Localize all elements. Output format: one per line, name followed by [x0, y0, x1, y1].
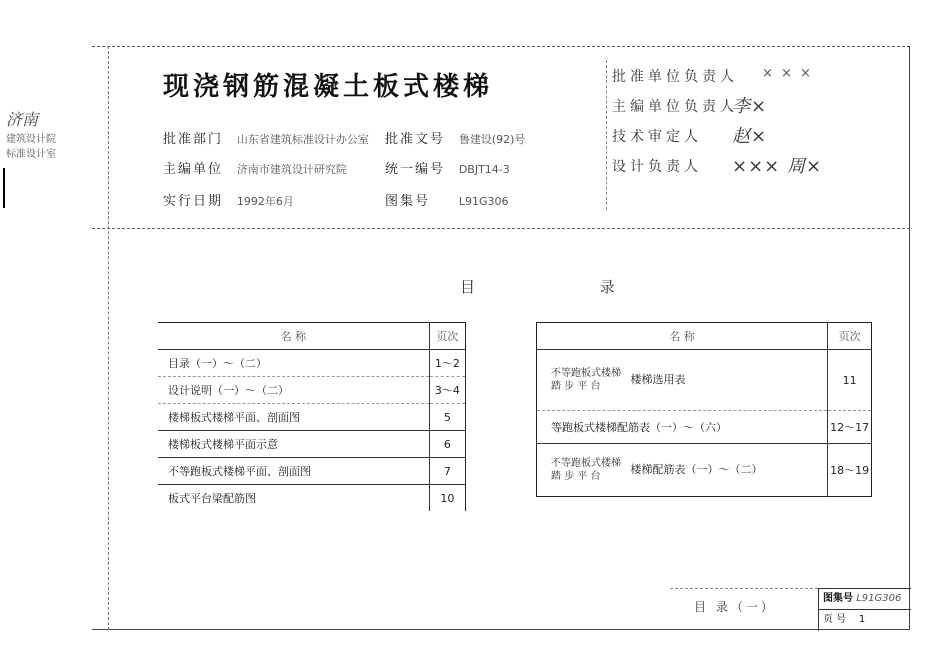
atlas-label: 图集号 [823, 593, 853, 604]
page-row [819, 609, 911, 630]
meta-value: 鲁建设(92)号 [458, 133, 526, 146]
entry-title: 楼梯配筋表（一）～（二） [630, 463, 763, 476]
meta-label: 主编单位 [163, 162, 224, 177]
meta-label: 图集号 [385, 194, 431, 209]
col-header-page: 页次 [828, 323, 872, 350]
atlas-number: L91G306 [856, 593, 902, 604]
meta-label: 统一编号 [385, 162, 446, 177]
meta-label: 实行日期 [163, 194, 224, 209]
stamp-line-1: 建筑设计院 [6, 134, 56, 145]
table-row [158, 458, 466, 485]
page-number: 1 [858, 614, 866, 625]
toc-table-left [158, 322, 466, 511]
meta-value: 1992年6月 [236, 195, 294, 208]
toc-entry-page: 11 [828, 350, 872, 411]
document-title: 现浇钢筋混凝土板式楼梯 [163, 72, 494, 102]
meta-value: L91G306 [458, 195, 509, 208]
approval-row [612, 156, 912, 186]
meta-value: DBJT14-3 [458, 163, 510, 176]
table-row [158, 485, 466, 512]
entry-prefix-line-1: 不等跑板式楼梯 [551, 368, 621, 379]
page-label: 页 号 [823, 614, 847, 625]
title-block [818, 588, 911, 631]
col-header-page: 页次 [429, 323, 465, 350]
toc-entry-page: 18～19 [828, 444, 872, 497]
toc-entry-name: 板式平台梁配筋图 [158, 485, 429, 512]
footer-rule [670, 588, 818, 589]
entry-prefix-line-2: 踏 步 平 台 [551, 381, 601, 392]
table-header [537, 323, 872, 350]
entry-prefix-line-2: 踏 步 平 台 [551, 471, 601, 482]
approval-signature: ××× 周× [732, 156, 823, 177]
table-row [158, 404, 466, 431]
entry-prefix-line-1: 不等跑板式楼梯 [551, 458, 621, 469]
toc-entry-name [537, 350, 828, 411]
stamp-line-2: 标准设计室 [6, 149, 56, 160]
approval-label: 批准单位负责人 [612, 69, 738, 85]
table-header [158, 323, 466, 350]
toc-entry-page: 10 [429, 485, 465, 512]
toc-entry-name: 不等跑板式楼梯平面、剖面图 [158, 458, 429, 485]
meta-value: 山东省建筑标准设计办公室 [236, 133, 369, 146]
toc-entry-page: 7 [429, 458, 465, 485]
margin-mark [3, 168, 5, 208]
approval-label: 技术审定人 [612, 129, 702, 145]
table-row [537, 444, 872, 497]
toc-title: 目 录 [460, 278, 675, 296]
toc-entry-name [537, 444, 828, 497]
entry-prefix [551, 367, 621, 393]
table-row [537, 411, 872, 444]
stamp-logo: 济南 [6, 110, 39, 129]
approval-block [612, 66, 912, 186]
header-divider [92, 228, 910, 229]
toc-entry-page: 12～17 [828, 411, 872, 444]
entry-title: 楼梯选用表 [630, 373, 686, 386]
meta-label: 批准部门 [163, 132, 224, 147]
approval-signature: 赵× [732, 126, 768, 147]
atlas-row [819, 589, 911, 609]
meta-label: 批准文号 [385, 132, 446, 147]
approval-signature: 李× [732, 96, 768, 117]
toc-entry-name: 目录（一）～（二） [168, 357, 267, 370]
meta-value: 济南市建筑设计研究院 [236, 163, 347, 176]
toc-entry-page: 1～2 [429, 350, 465, 377]
meta-unified-no [385, 158, 510, 177]
col-header-name: 名 称 [537, 323, 828, 350]
meta-approval-dept [163, 128, 369, 147]
col-header-name: 名 称 [158, 323, 429, 350]
institute-stamp [6, 108, 90, 162]
entry-prefix [551, 457, 621, 483]
table-row [158, 431, 466, 458]
meta-approval-no [385, 128, 525, 147]
toc-entry-name: 楼梯板式楼梯平面示意 [158, 431, 429, 458]
approval-divider [606, 60, 607, 210]
toc-entry-page: 6 [429, 431, 465, 458]
toc-entry-page: 5 [429, 404, 465, 431]
approval-label: 设计负责人 [612, 159, 702, 175]
table-row [537, 350, 872, 411]
meta-atlas-no [385, 190, 508, 209]
toc-entry-name: 设计说明（一）～（二） [158, 377, 429, 404]
toc-entry-name: 楼梯板式楼梯平面、剖面图 [158, 404, 429, 431]
toc-entry-name: 等跑板式楼梯配筋表（一）～（六） [537, 411, 828, 444]
table-row [158, 377, 466, 404]
meta-editor-unit [163, 158, 347, 177]
meta-effective-date [163, 190, 294, 209]
binding-line [108, 46, 109, 630]
table-row [158, 350, 466, 377]
approval-label: 主编单位负责人 [612, 99, 738, 115]
toc-entry-page: 3～4 [429, 377, 465, 404]
toc-table-right [536, 322, 872, 497]
footer-section-label: 目 录（一） [694, 600, 776, 614]
approval-signature: × × × [762, 66, 813, 81]
